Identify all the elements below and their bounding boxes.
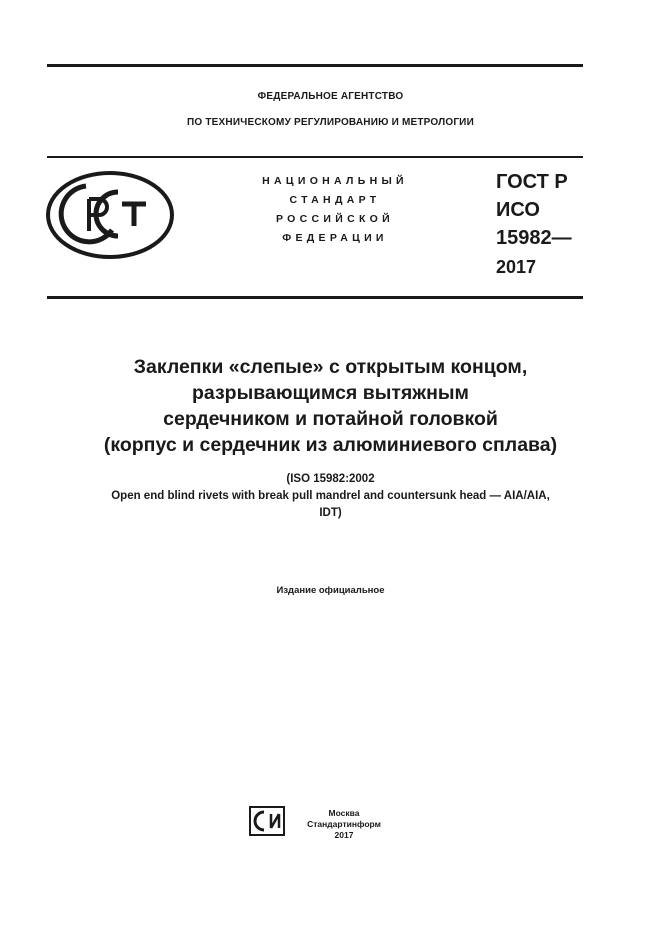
category-line-1: НАЦИОНАЛЬНЫЙ (262, 175, 408, 187)
agency-line-1: ФЕДЕРАЛЬНОЕ АГЕНТСТВО (257, 91, 404, 102)
agency-line-2: ПО ТЕХНИЧЕСКОМУ РЕГУЛИРОВАНИЮ И МЕТРОЛОГИИ (187, 117, 474, 128)
category-line-3: РОССИЙСКОЙ (276, 213, 394, 225)
header-rule (47, 156, 583, 158)
iso-line-3: IDT) (319, 507, 342, 519)
title-line-3: сердечником и потайной головкой (163, 408, 498, 430)
title-line-2: разрывающимся вытяжным (192, 382, 469, 404)
designation-line-2: ИСО (496, 199, 540, 221)
designation-line-4: 2017 (496, 257, 537, 277)
publisher-name: Стандартинформ (307, 819, 381, 829)
standartinform-logo-icon (249, 806, 285, 836)
rst-certification-logo-icon (44, 168, 176, 262)
block-rule (47, 296, 583, 299)
title-line-1: Заклепки «слепые» с открытым концом, (133, 356, 528, 378)
publisher-year: 2017 (334, 830, 354, 840)
category-line-2: СТАНДАРТ (289, 194, 381, 206)
iso-line-1: (ISO 15982:2002 (286, 473, 375, 485)
top-rule (47, 64, 583, 67)
publisher-city: Москва (328, 808, 360, 818)
designation-line-3: 15982— (496, 227, 572, 249)
category-line-4: ФЕДЕРАЦИИ (282, 232, 388, 244)
iso-line-2: Open end blind rivets with break pull mandrel and countersunk head — AIA/AIA, (111, 490, 550, 502)
document-title (0, 354, 661, 458)
title-line-4: (корпус и сердечник из алюминиевого сплава) (103, 434, 558, 456)
edition-label: Издание официальное (276, 585, 385, 596)
designation-line-1: ГОСТ Р (496, 171, 568, 193)
